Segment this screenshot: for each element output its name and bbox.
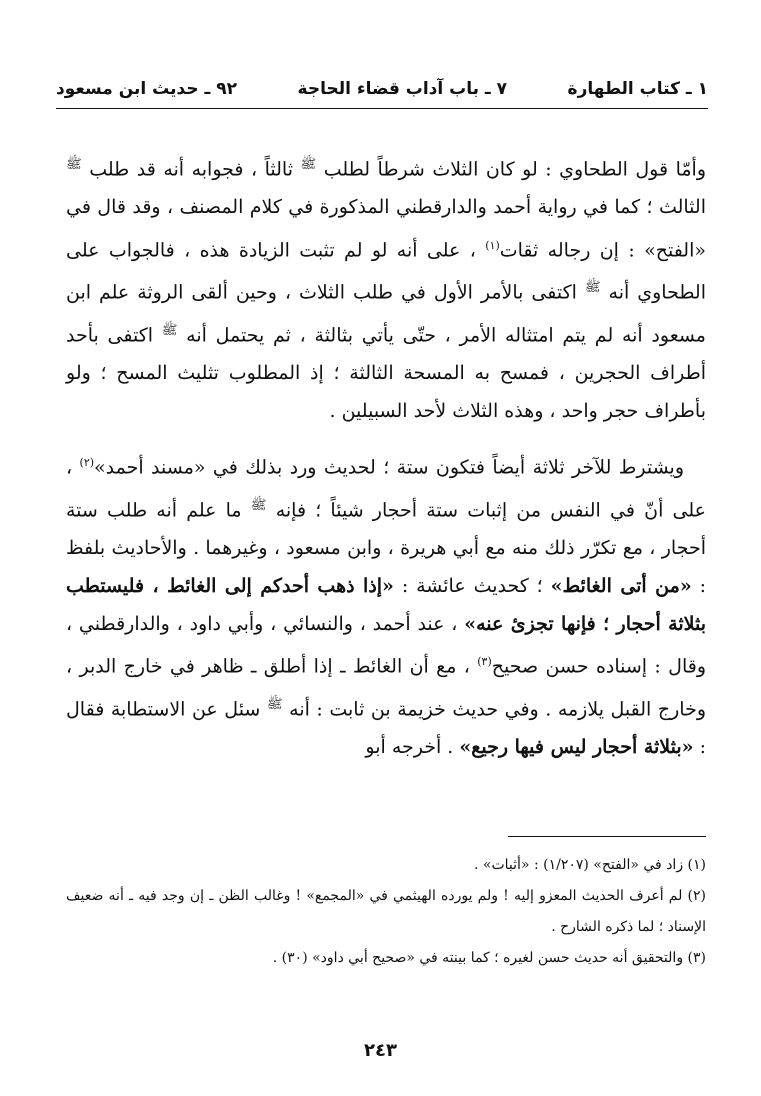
salutation-icon: ﷺ bbox=[161, 323, 178, 339]
p2-text-3: ما علم أنه طلب ستة أحجار ، مع تكرّر ذلك منه مع أبي هريرة ، وابن مسعود ، وغيرهما . والأحاديث بلفظ : bbox=[66, 499, 706, 597]
footnote-ref-1[interactable]: (١) bbox=[485, 238, 500, 252]
main-text bbox=[66, 146, 706, 767]
p1-text-3: الثالث ؛ كما في رواية أحمد والدارقطني المذكورة في كلام المصنف ، وقد قال في «الفتح» : إن رجاله ثقات bbox=[66, 195, 706, 261]
hadith-quote-2: «إذا ذهب أحدكم إلى الغائط ، فليستطب بثلاثة أحجار ؛ فإنها تجزئ عنه» bbox=[66, 574, 706, 635]
header-chapter-title: ٧ ـ باب آداب قضاء الحاجة bbox=[297, 79, 508, 99]
footnote-ref-2[interactable]: (٢) bbox=[79, 456, 95, 470]
p1-text-4: ، على أنه لو لم تثبت الزيادة هذه ، فالجواب على الطحاوي أنه bbox=[66, 238, 706, 304]
paragraph-1 bbox=[66, 146, 706, 430]
page-number: ٢٤٣ bbox=[364, 1040, 397, 1061]
salutation-icon: ﷺ bbox=[300, 157, 317, 172]
p2-text-8: . أخرجه أبو bbox=[365, 735, 460, 758]
footnote-ref-3[interactable]: (٣) bbox=[477, 655, 492, 669]
hadith-quote-1: «من أتى الغائط» bbox=[550, 574, 692, 597]
footnote-3: (٣) والتحقيق أنه حديث حسن لغيره ؛ كما بينته في «صحيح أبي داود» (٣٠) . bbox=[272, 950, 706, 966]
p2-text-6: ، مع أن الغائط ـ إذا أطلق ـ ظاهر في خارج الدبر ، وخارج القبل يلازمه . وفي حديث خزيمة بن ثابت : أنه bbox=[66, 655, 707, 721]
header-hadith-title: ٩٢ ـ حديث ابن مسعود bbox=[56, 79, 238, 99]
p2-text-2: ، على أنّ في النفس من إثبات ستة أحجار شيئاً ؛ فإنه bbox=[66, 456, 706, 522]
hadith-quote-3: «بثلاثة أحجار ليس فيها رجيع» bbox=[459, 735, 694, 758]
p1-text-1: وأمّا قول الطحاوي : لو كان الثلاث شرطاً لطلب bbox=[316, 158, 706, 181]
running-header bbox=[56, 72, 708, 106]
p2-text-7: سئل عن الاستطابة فقال : bbox=[66, 698, 706, 758]
footnote-2: (٢) لم أعرف الحديث المعزو إليه ! ولم يورده الهيثمي في «المجمع» ! وغالب الظن ـ إن وجد فيه ـ أنه ضعيف الإسناد ؛ لما ذكره الشارح . bbox=[66, 888, 706, 935]
salutation-icon: ﷺ bbox=[66, 157, 82, 172]
header-book-title: ١ ـ كتاب الطهارة bbox=[567, 79, 708, 99]
p1-text-2: ثالثاً ، فجوابه أنه قد طلب bbox=[81, 158, 301, 181]
salutation-icon: ﷺ bbox=[250, 498, 267, 514]
paragraph-2 bbox=[66, 444, 706, 766]
salutation-icon: ﷺ bbox=[584, 280, 601, 296]
footnotes bbox=[66, 850, 706, 974]
p1-text-5: اكتفى بالأمر الأول في طلب الثلاث ، وحين ألقى الروثة علم ابن مسعود أنه لم يتم امتثاله الأمر ، حتّى يأتي بثالثة ، ثم يحتمل أنه bbox=[66, 281, 706, 347]
header-divider bbox=[56, 108, 708, 109]
p1-text-6: اكتفى بأحد أطراف الحجرين ، فمسح به المسحة الثالثة ؛ إذ المطلوب تثليث المسح ؛ ولو بأطراف حجر واحد ، وهذه الثلاث لأحد السبيلين . bbox=[66, 324, 706, 422]
p2-text-1: ويشترط للآخر ثلاثة أيضاً فتكون ستة ؛ لحديث ورد بذلك في «مسند أحمد» bbox=[94, 456, 685, 479]
p2-text-5: ، عند أحمد ، والنسائي ، وأبي داود ، والدارقطني ، وقال : إسناده حسن صحيح bbox=[66, 612, 706, 678]
salutation-icon: ﷺ bbox=[266, 697, 283, 713]
footnote-divider bbox=[508, 836, 706, 837]
footnote-1: (١) زاد في «الفتح» (١/٢٠٧) : «أثبات» . bbox=[474, 857, 706, 873]
p2-text-4: ؛ كحديث عائشة : bbox=[393, 574, 551, 597]
